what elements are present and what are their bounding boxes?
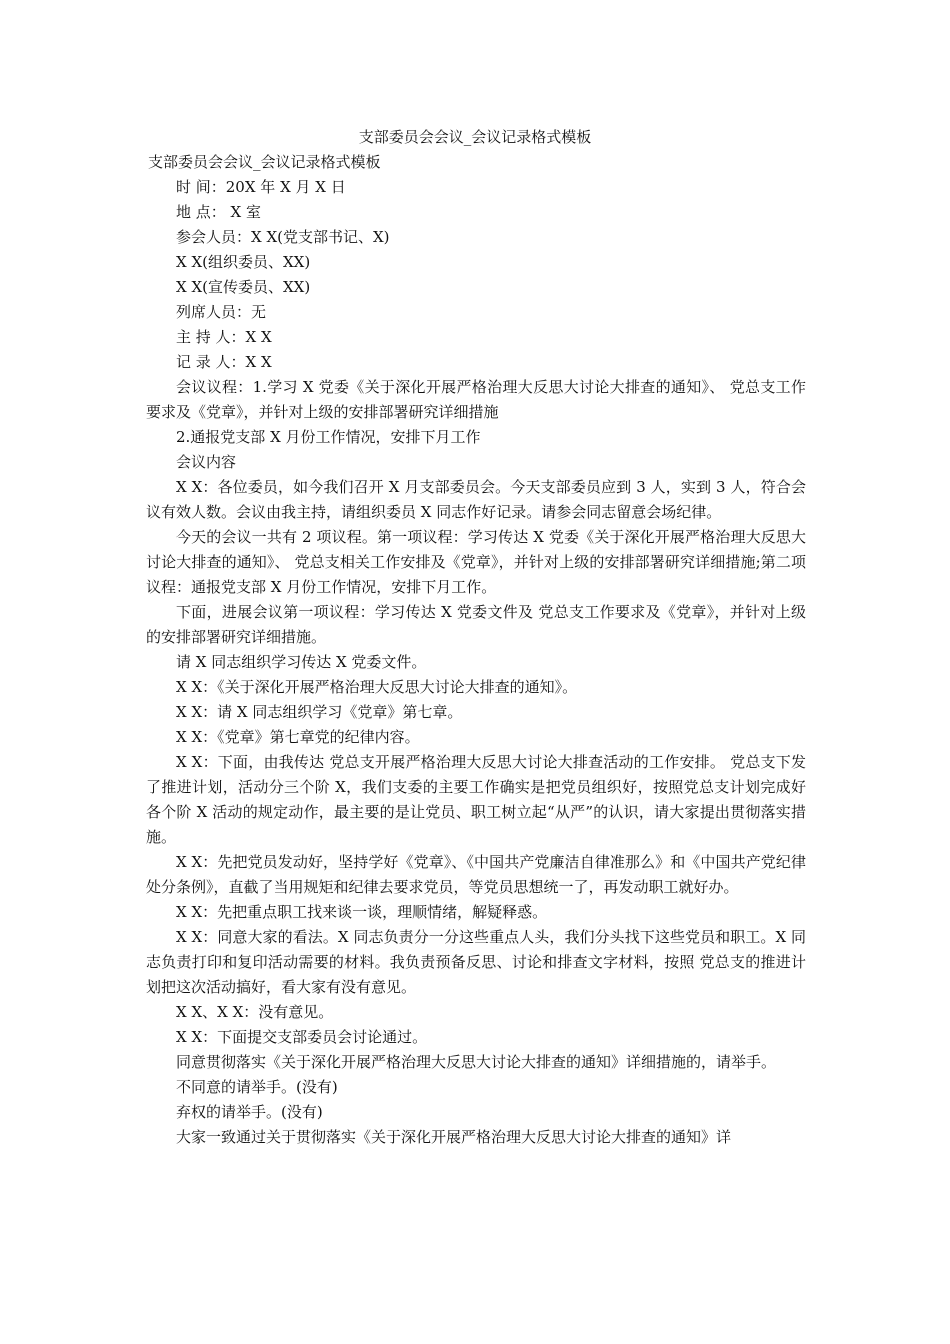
attendee-line: X X(组织委员、XX): [176, 253, 311, 271]
heading-line: 支部委员会会议_会议记录格式模板: [148, 153, 381, 171]
body-paragraph: 大家一致通过关于贯彻落实《关于深化开展严格治理大反思大讨论大排查的通知》详: [176, 1128, 732, 1146]
meeting-location: 地 点： X 室: [176, 203, 261, 221]
body-paragraph: 不同意的请举手。(没有): [176, 1078, 338, 1096]
body-paragraph: 弃权的请举手。(没有): [176, 1103, 323, 1121]
recorder: 记 录 人：X X: [176, 353, 272, 371]
body-paragraph: 请 X 同志组织学习传达 X 党委文件。: [176, 653, 427, 671]
document-body: [146, 150, 806, 1150]
body-paragraph: 同意贯彻落实《关于深化开展严格治理大反思大讨论大排查的通知》详细措施的，请举手。: [176, 1053, 777, 1071]
body-paragraph: X X：下面，由我传达 党总支开展严格治理大反思大讨论大排查活动的工作安排。 党总支下发了推进计划，活动分三个阶 X，我们支委的主要工作确实是把党员组织好，按照党总支计划完成好各个阶 X 活动的规定动作，最主要的是让党员、职工树立起“从严”的认识，请大家提出贯彻落实措施。: [146, 753, 806, 846]
body-paragraph: 下面，进展会议第一项议程：学习传达 X 党委文件及 党总支工作要求及《党章》，并针对上级的安排部署研究详细措施。: [146, 603, 806, 646]
body-paragraph: 今天的会议一共有 2 项议程。第一项议程：学习传达 X 党委《关于深化开展严格治理大反思大讨论大排查的通知》、 党总支相关工作安排及《党章》，并针对上级的安排部署研究详细措施;第二项议程：通报党支部 X 月份工作情况，安排下月工作。: [146, 528, 806, 596]
nonvoting-attendees: 列席人员：无: [176, 303, 267, 321]
agenda-item-1: 会议议程：1.学习 X 党委《关于深化开展严格治理大反思大讨论大排查的通知》、 党总支工作要求及《党章》，并针对上级的安排部署研究详细措施: [146, 378, 806, 421]
section-heading: 会议内容: [176, 453, 237, 471]
document-title: 支部委员会会议_会议记录格式模板: [358, 128, 592, 146]
body-paragraph: X X：各位委员，如今我们召开 X 月支部委员会。今天支部委员应到 3 人，实到 3 人，符合会议有效人数。会议由我主持，请组织委员 X 同志作好记录。请参会同志留意会场纪律。: [146, 478, 806, 521]
attendee-line: X X(宣传委员、XX): [176, 278, 311, 296]
attendees: 参会人员：X X(党支部书记、X): [176, 228, 390, 246]
body-paragraph: X X：先把重点职工找来谈一谈，理顺情绪，解疑释惑。: [176, 903, 548, 921]
body-paragraph: X X：下面提交支部委员会讨论通过。: [176, 1028, 428, 1046]
meeting-time: 时 间：20X 年 X 月 X 日: [176, 178, 346, 196]
agenda-item-2: 2.通报党支部 X 月份工作情况，安排下月工作: [176, 428, 481, 446]
body-paragraph: X X：《党章》第七章党的纪律内容。: [176, 728, 420, 746]
body-paragraph: X X：先把党员发动好，坚持学好《党章》、《中国共产党廉洁自律准那么》和《中国共产党纪律处分条例》，直截了当用规矩和纪律去要求党员，等党员思想统一了，再发动职工就好办。: [146, 853, 806, 896]
host: 主 持 人：X X: [176, 328, 272, 346]
body-paragraph: X X：《关于深化开展严格治理大反思大讨论大排查的通知》。: [176, 678, 578, 696]
body-paragraph: X X：同意大家的看法。X 同志负责分一分这些重点人头，我们分头找下这些党员和职工。X 同志负责打印和复印活动需要的材料。我负责预备反思、讨论和排查文字材料，按照 党总支的推进计划把这次活动搞好，看大家有没有意见。: [146, 928, 806, 996]
body-paragraph: X X、X X：没有意见。: [176, 1003, 334, 1021]
body-paragraph: X X：请 X 同志组织学习《党章》第七章。: [176, 703, 463, 721]
